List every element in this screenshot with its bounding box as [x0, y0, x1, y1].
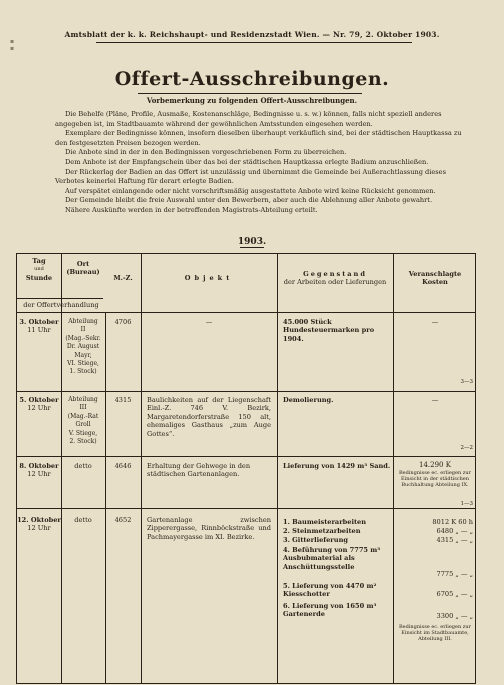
- running-header: Amtsblatt der k. k. Reichshaupt- und Residenzstadt Wien. — Nr. 79, 2. Oktober 1903.: [64, 30, 440, 39]
- row-gegenstand: 45.000 Stück Hundesteuermarken pro 1904.: [283, 318, 375, 343]
- intro-paragraph: Exemplare der Bedingnisse können, insofern dieselben überhaupt verkäuflich sind, bei der städtischen Hauptkassa zu den festgesetzten Preisen bezogen werden.: [55, 129, 462, 147]
- row-tick: 1—3: [460, 501, 473, 507]
- header-kosten-label: Veranschlagte: [408, 270, 462, 278]
- year-rule: [240, 247, 264, 248]
- row-gegenstand: Lieferung von 1429 m³ Sand.: [283, 462, 391, 470]
- row-place-line: 2. Stock): [69, 438, 97, 446]
- header-subrule: [17, 298, 103, 299]
- row-time-label: 12 Uhr: [27, 524, 51, 533]
- row-mz: 4652: [114, 516, 132, 524]
- row-kosten: —: [431, 318, 439, 326]
- header-objekt: Objekt: [184, 274, 234, 282]
- row-place-line: VI. Stiege,: [67, 360, 99, 368]
- header-gegenstand-label: Gegenstand: [303, 270, 367, 278]
- row-place-line: (Mag.-Rat: [67, 412, 99, 420]
- item-text: 3. Gitterlieferung: [283, 536, 348, 544]
- header-gegenstand: [277, 270, 393, 287]
- margin-stamp: ▪ ▪: [10, 38, 15, 52]
- row-place-line: III: [79, 404, 87, 412]
- row-place-line: (Mag.-Sekr.: [65, 334, 101, 342]
- row-time-label: 12 Uhr: [27, 470, 51, 479]
- row-mz: 4706: [114, 318, 132, 326]
- row-mz: 4646: [114, 462, 132, 470]
- row-date: [17, 318, 61, 335]
- header-ort-label: Ort: [76, 260, 90, 268]
- page-subtitle: Vorbemerkung zu folgenden Offert-Ausschreibungen.: [146, 96, 358, 105]
- row-objekt: —: [205, 318, 213, 326]
- intro-paragraph: Die Behelfe (Pläne, Profile, Ausmaße, Kostenanschläge, Bedingnisse u. s. w.) können, falls nicht speziell anderes angegeben ist, im Stadtbauamte während der gewöhnlichen Amtsstunden eingesehen werden.: [55, 110, 442, 128]
- row-kosten: —: [431, 396, 439, 404]
- item-text: 6. Lieferung von 1650 m³ Gartenerde: [283, 602, 377, 619]
- row-objekt: Baulichkeiten auf der Liegenschaft Einl.-Z. 746 V. Bezirk, Margaretendorferstraße 150 alt, ehemaliges Gasthaus „zum Auge Gottes“.: [147, 396, 271, 438]
- item-cost: 3300 „ — „: [436, 612, 473, 620]
- header-rule: [96, 42, 412, 43]
- row-place-line: 1. Stock): [69, 368, 97, 376]
- header-stunde-label: Stunde: [25, 273, 53, 282]
- year-heading: 1903.: [237, 237, 267, 247]
- intro-text: [55, 110, 465, 216]
- row-objekt: Erhaltung der Gehwege in den städtischen Gartenanlagen.: [147, 462, 251, 479]
- intro-paragraph: Nähere Auskünfte werden in der betreffenden Magistrats-Abteilung erteilt.: [65, 205, 318, 214]
- header-kosten: [393, 270, 477, 287]
- row-place: detto: [74, 462, 92, 470]
- header-verhandlung: der Offertverhandlung: [23, 301, 99, 309]
- row-date: [17, 516, 61, 533]
- item-text: 2. Steinmetzarbeiten: [283, 527, 361, 535]
- header-gegenstand-sub: der Arbeiten oder Lieferungen: [283, 278, 387, 287]
- row-date-label: 8. Oktober: [19, 462, 59, 470]
- header-rule: [17, 312, 475, 313]
- row-place-line: II: [80, 326, 86, 334]
- row-place: detto: [74, 516, 92, 524]
- item-text: 5. Lieferung von 4470 m² Kiesschotter: [283, 582, 377, 599]
- row-kosten: 14.290 K: [419, 461, 451, 469]
- page-title: Offert-Ausschreibungen.: [114, 68, 390, 90]
- intro-paragraph: Der Rückerlag der Badien an das Offert ist unzulässig und übernimmt die Gemeinde bei Außerachtlassung dieses Verbotes keinerlei Haftung für derart erlegte Badien.: [55, 167, 446, 186]
- header-mz: M.-Z.: [113, 274, 133, 282]
- item-cost: 6705 „ — „: [436, 590, 473, 598]
- intro-paragraph: Die Anbote sind in der in den Bedingnissen vorgeschriebenen Form zu überreichen.: [65, 148, 347, 157]
- row-place: [61, 318, 105, 377]
- header-ort: [61, 260, 105, 277]
- column-divider: [277, 254, 278, 683]
- item-text: 1. Baumeisterarbeiten: [283, 518, 367, 526]
- row-kosten-note: Bedingnisse ec. erliegen zur Einsicht in der städtischen Buchhaltung Abteilung IX.: [398, 470, 471, 488]
- row-place-line: Abteilung: [68, 396, 98, 403]
- row-time-label: 12 Uhr: [27, 404, 51, 413]
- row-date-label: 5. Oktober: [19, 396, 59, 404]
- row-divider: [17, 456, 475, 457]
- intro-paragraph: Dem Anbote ist der Empfangschein über das bei der städtischen Hauptkassa erlegte Badium anzuschließen.: [65, 157, 429, 166]
- title-rule: [138, 93, 362, 94]
- row-tick: 2—2: [460, 445, 473, 451]
- row-tick: 3—3: [460, 379, 473, 385]
- item-cost: 4315 „ — „: [436, 536, 473, 544]
- row-divider: [17, 391, 475, 392]
- offer-table: [16, 253, 476, 684]
- row-date-label: 12. Oktober: [17, 516, 61, 524]
- row-objekt: Gartenanlage zwischen Zipperergasse, Rinnböckstraße und Pachmayergasse im XI. Bezirke.: [147, 516, 271, 541]
- row-gegenstand: Demolierung.: [283, 396, 334, 404]
- row-place-line: Abteilung: [68, 318, 98, 325]
- row-place-line: Groll: [75, 421, 91, 429]
- item-cost: 6480 „ — „: [436, 527, 473, 535]
- row-place-line: Dr. August: [66, 343, 100, 351]
- header-tag-label: Tag: [32, 257, 46, 265]
- column-divider: [105, 312, 106, 683]
- header-bureau-label: (Bureau): [66, 268, 100, 277]
- row-place: [61, 396, 105, 446]
- row-place-line: V. Stiege,: [68, 429, 98, 437]
- item-cost: 8012 K 60 h: [432, 518, 473, 526]
- row-place-line: Mayr,: [74, 351, 92, 359]
- header-kosten-sub: Kosten: [422, 278, 448, 287]
- row-time-label: 11 Uhr: [27, 326, 51, 335]
- intro-paragraph: Der Gemeinde bleibt die freie Auswahl unter den Bewerbern, aber auch die Ablehnung aller Anbote gewahrt.: [65, 196, 433, 205]
- row-date: [17, 462, 61, 479]
- intro-paragraph: Auf verspätet einlangende oder nicht vorschriftsmäßig ausgestattete Anbote wird keine Rücksicht genommen.: [65, 186, 436, 195]
- row-date: [17, 396, 61, 413]
- row-date-label: 3. Oktober: [19, 318, 59, 326]
- row-mz: 4315: [114, 396, 132, 404]
- row-kosten-note: Bedingnisse ec. erliegen zur Einsicht im Stadtbauamte, Abteilung III.: [398, 624, 471, 642]
- header-tag: [17, 257, 61, 282]
- item-text: 4. Beführung von 7775 m³ Ausbubmaterial als Anschüttungsstelle: [283, 546, 381, 571]
- header-und-label: und: [34, 266, 44, 273]
- item-cost: 7775 „ — „: [436, 570, 473, 578]
